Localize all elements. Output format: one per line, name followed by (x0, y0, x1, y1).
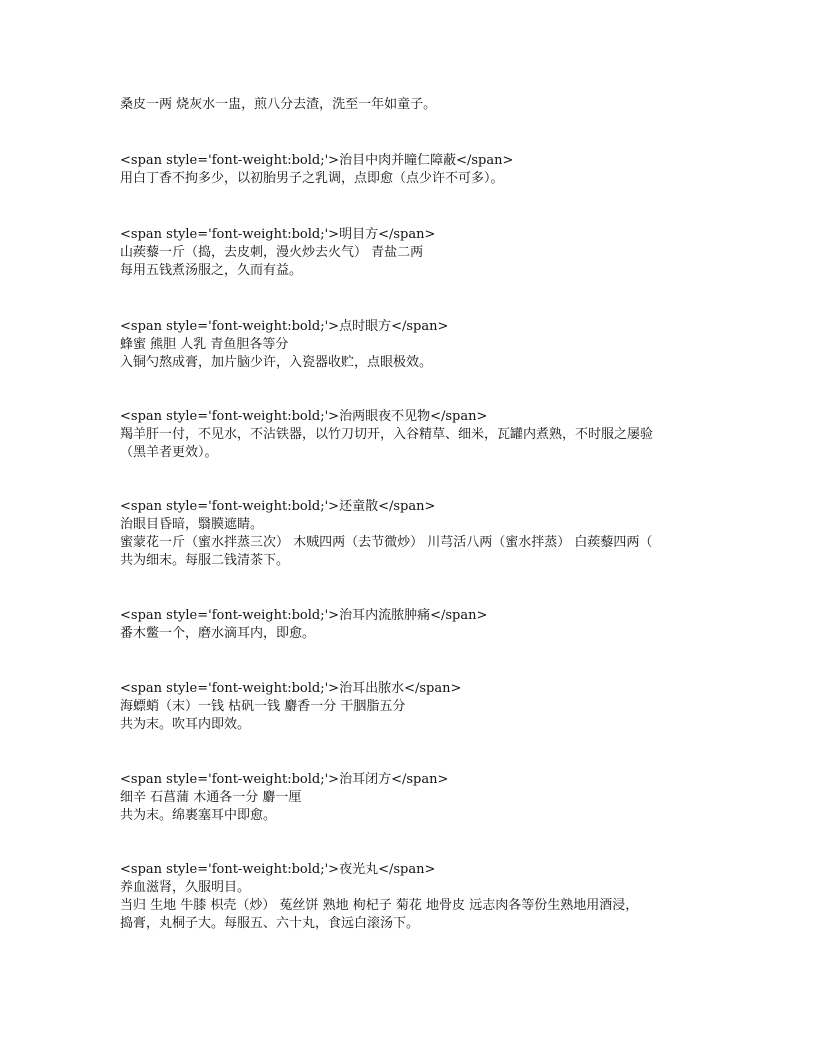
text-line: 共为末。绵裹塞耳中即愈。 (120, 808, 277, 823)
text-line: 羯羊肝一付，不见水，不沾铁器，以竹刀切开，入谷精草、细米，瓦罐内煮熟，不时服之屡验 (120, 427, 654, 442)
section-heading-raw: <span style='font-weight:bold;'>治耳出脓水</span> (120, 681, 462, 696)
section-heading-raw: <span style='font-weight:bold;'>夜光丸</span> (120, 862, 436, 877)
text-line: 当归 生地 牛膝 枳壳（炒） 菟丝饼 熟地 枸杞子 菊花 地骨皮 远志肉各等份生熟地用酒浸， (120, 898, 639, 913)
text-line: 海螵蛸（末）一钱 枯矾一钱 麝香一分 干胭脂五分 (120, 699, 406, 714)
text-line: 桑皮一两 烧灰水一盅，煎八分去渣，洗至一年如童子。 (120, 97, 437, 112)
text-line: 共为细末。每服二钱清茶下。 (120, 553, 290, 568)
text-line: 山蒺藜一斤（捣，去皮刺，漫火炒去火气） 青盐二两 (120, 245, 424, 260)
text-line: 养血滋肾，久服明目。 (120, 880, 251, 895)
text-line: 蜜蒙花一斤（蜜水拌蒸三次） 木贼四两（去节微炒） 川芎活八两（蜜水拌蒸） 白蒺藜四两（ (120, 535, 653, 550)
text-line: （黑羊者更效）。 (120, 445, 218, 460)
text-line: 用白丁香不拘多少，以初胎男子之乳调，点即愈（点少许不可多）。 (120, 171, 504, 186)
section-heading-raw: <span style='font-weight:bold;'>明目方</span> (120, 227, 436, 242)
section-heading-raw: <span style='font-weight:bold;'>点时眼方</span> (120, 319, 449, 334)
section-heading-raw: <span style='font-weight:bold;'>治耳闭方</span> (120, 772, 449, 787)
section-heading-raw: <span style='font-weight:bold;'>治目中肉并瞳仁障蔽</span> (120, 153, 514, 168)
section-heading-raw: <span style='font-weight:bold;'>治耳内流脓肿痛</span> (120, 608, 488, 623)
text-line: 捣膏，丸桐子大。每服五、六十丸，食远白滚汤下。 (120, 916, 420, 931)
text-line: 入铜勺熬成膏，加片脑少许，入瓷器收贮，点眼极效。 (120, 355, 433, 370)
text-line: 蜂蜜 熊胆 人乳 青鱼胆各等分 (120, 337, 289, 352)
text-line: 治眼目昏暗，翳膜遮睛。 (120, 517, 264, 532)
text-line: 细辛 石菖蒲 木通各一分 麝一厘 (120, 790, 302, 805)
section-heading-raw: <span style='font-weight:bold;'>还童散</span> (120, 499, 436, 514)
text-line: 共为末。吹耳内即效。 (120, 717, 251, 732)
section-heading-raw: <span style='font-weight:bold;'>治两眼夜不见物</span> (120, 409, 488, 424)
text-line: 番木鳖一个，磨水滴耳内，即愈。 (120, 626, 316, 641)
text-line: 每用五钱煮汤服之，久而有益。 (120, 263, 303, 278)
